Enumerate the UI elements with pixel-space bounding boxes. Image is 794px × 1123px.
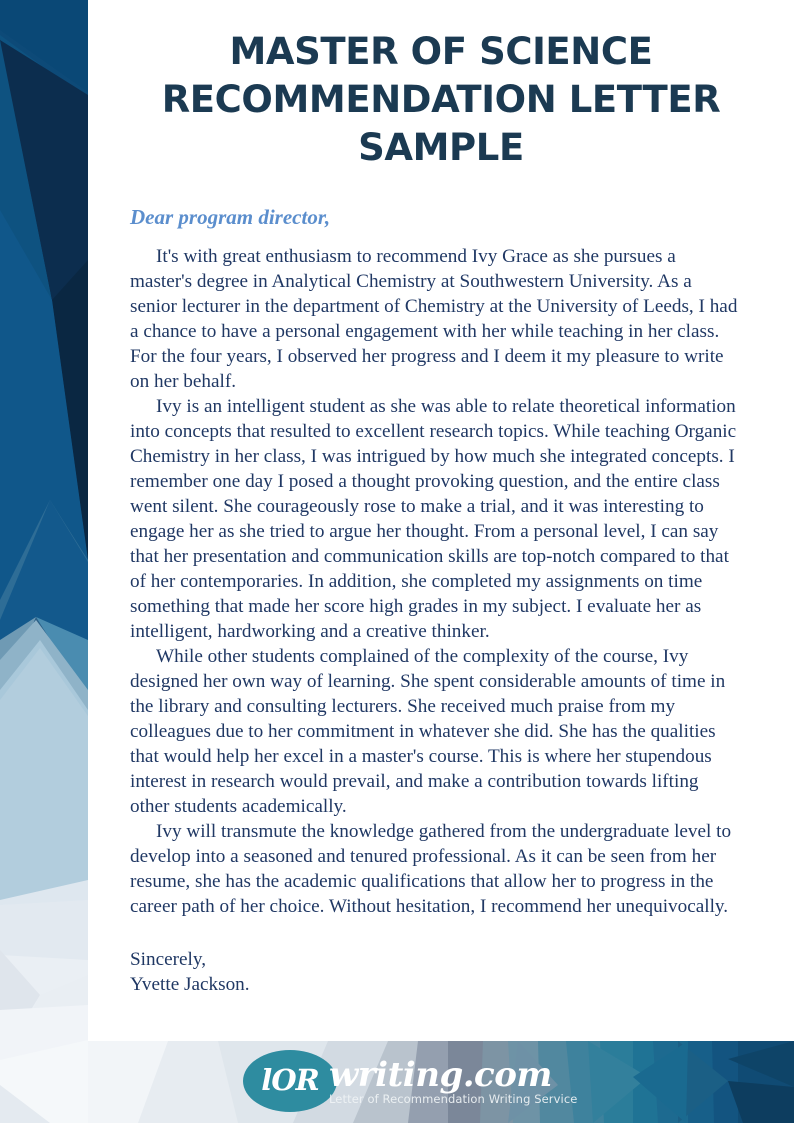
page-title: MASTER OF SCIENCE RECOMMENDATION LETTER SAMPLE xyxy=(161,30,721,169)
letter-paragraph: Ivy will transmute the knowledge gathered from the undergraduate level to develop into a seasoned and tenured professional. As it can be seen from her resume, she has the academic qualifications that allow her to progress in the career path of her choice. Without hesitation, I recommend her unequivocally. xyxy=(130,821,732,917)
logo-wordmark xyxy=(329,1054,578,1106)
signature-name: Yvette Jackson. xyxy=(130,974,250,995)
brand-name: writing.com xyxy=(329,1054,552,1095)
closing-block xyxy=(130,947,742,997)
logo-monogram: lOR xyxy=(261,1062,319,1097)
letter-paragraph: Ivy is an intelligent student as she was able to relate theoretical information into concepts that resulted to excellent research topics. While teaching Organic Chemistry in her class, I was intrigued by how much she integrated concepts. I remember one day I posed a thought provoking question, and the entire class went silent. She courageously rose to make a trial, and it was interesting to engage her as she tried to argue her thought. From a personal level, I can say that her presentation and communication skills are top-notch compared to that of her contemporaries. In addition, she completed my assignments on time something that made her score high grades in my subject. I evaluate her as intelligent, hardworking and a creative thinker. xyxy=(130,396,737,642)
salutation: Dear program director, xyxy=(130,205,331,229)
closing-salutation: Sincerely, xyxy=(130,949,207,970)
letter-body xyxy=(88,204,794,997)
brand-tagline: Letter of Recommendation Writing Service xyxy=(329,1091,578,1106)
sidebar-polygon-pattern xyxy=(0,0,88,1123)
site-logo[interactable] xyxy=(243,1049,577,1113)
letter-paragraph: While other students complained of the complexity of the course, Ivy designed her own way of learning. She spent considerable amounts of time in the library and consulting lecturers. She received much praise from my colleagues due to her commitment in whatever she did. She has the qualities that would help her excel in a master's course. This is where her stupendous interest in research would prevail, and make a contribution towards lifting other students academically. xyxy=(130,646,726,817)
lor-logo-icon xyxy=(243,1050,337,1112)
footer-watermark-band xyxy=(88,1041,794,1123)
letter-paragraph: It's with great enthusiasm to recommend Ivy Grace as she pursues a master's degree in Analytical Chemistry at Southwestern University. As a senior lecturer in the department of Chemistry at the University of Leeds, I had a chance to have a personal engagement with her while teaching in her class. For the four years, I observed her progress and I deem it my pleasure to write on her behalf. xyxy=(130,246,738,392)
decorative-sidebar xyxy=(0,0,88,1123)
letter-page xyxy=(88,0,794,1123)
